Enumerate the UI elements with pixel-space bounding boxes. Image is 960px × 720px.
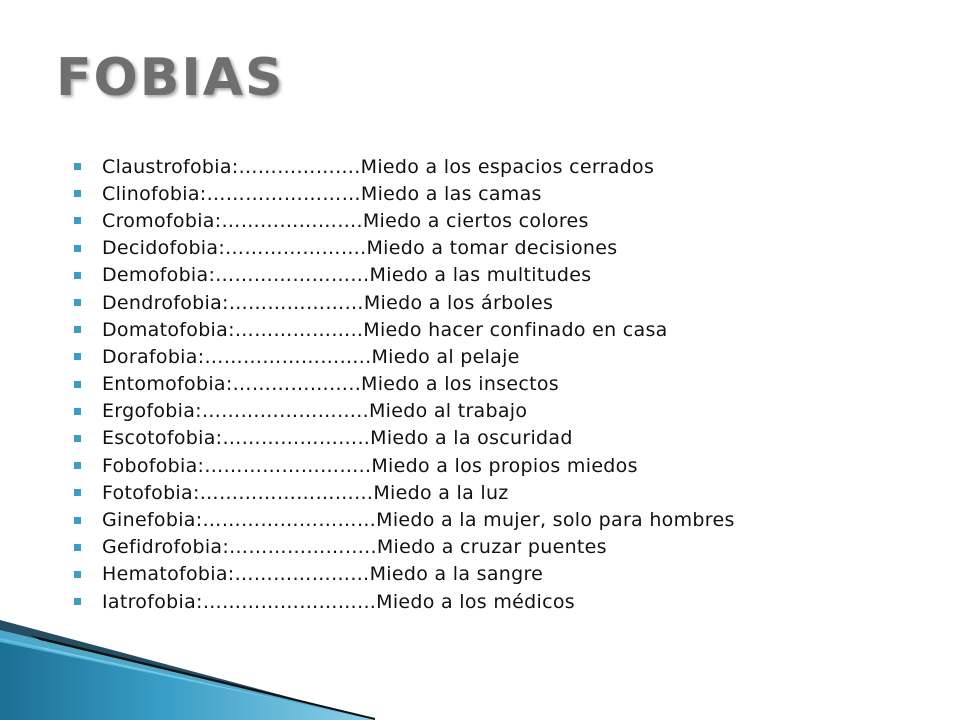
list-item-text: Domatofobia:………………..Miedo hacer confinado en casa (102, 318, 668, 341)
decorative-swoosh (0, 580, 420, 720)
list-item (74, 153, 735, 180)
square-bullet-icon (74, 517, 81, 524)
list-item-text: Fotofobia:………………………Miedo a la luz (102, 481, 509, 504)
square-bullet-icon (74, 217, 81, 224)
list-item-text: Entomofobia:………………..Miedo a los insectos (102, 373, 559, 396)
slide-title: FOBIAS (56, 48, 285, 108)
list-item-text: Claustrofobia:……………….Miedo a los espacios cerrados (102, 155, 655, 178)
square-bullet-icon (74, 163, 81, 170)
square-bullet-icon (74, 353, 81, 360)
list-item-text: Hematofobia:…………………Miedo a la sangre (102, 563, 544, 586)
list-item-text: Iatrofobia:……………………...Miedo a los médicos (102, 590, 575, 613)
square-bullet-icon (74, 462, 81, 469)
square-bullet-icon (74, 326, 81, 333)
square-bullet-icon (74, 408, 81, 415)
list-item (74, 262, 735, 289)
square-bullet-icon (74, 571, 81, 578)
list-item (74, 452, 735, 479)
square-bullet-icon (74, 272, 81, 279)
phobia-list (74, 153, 735, 615)
square-bullet-icon (74, 299, 81, 306)
list-item-text: Clinofobia:……………………Miedo a las camas (102, 182, 542, 205)
list-item (74, 506, 735, 533)
list-item (74, 207, 735, 234)
list-item (74, 316, 735, 343)
list-item-text: Ergofobia:……………………..Miedo al trabajo (102, 400, 528, 423)
list-item-text: Demofobia:……………………Miedo a las multitudes (102, 264, 592, 287)
square-bullet-icon (74, 544, 81, 551)
list-item (74, 371, 735, 398)
list-item (74, 398, 735, 425)
list-item (74, 425, 735, 452)
square-bullet-icon (74, 489, 81, 496)
list-item-text: Ginefobia:………………………Miedo a la mujer, solo para hombres (102, 509, 735, 532)
list-item (74, 235, 735, 262)
list-item-text: Gefidrofobia:…………………..Miedo a cruzar puentes (102, 536, 607, 559)
list-item (74, 479, 735, 506)
square-bullet-icon (74, 435, 81, 442)
list-item (74, 534, 735, 561)
list-item-text: Decidofobia:………………….Miedo a tomar decisiones (102, 237, 618, 260)
list-item-text: Dendrofobia:…………………Miedo a los árboles (102, 291, 554, 314)
list-item (74, 180, 735, 207)
list-item (74, 343, 735, 370)
list-item (74, 289, 735, 316)
square-bullet-icon (74, 381, 81, 388)
square-bullet-icon (74, 190, 81, 197)
list-item-text: Fobofobia:……………………..Miedo a los propios miedos (102, 454, 638, 477)
list-item-text: Dorafobia:……………………..Miedo al pelaje (102, 345, 520, 368)
list-item-text: Cromofobia:………………….Miedo a ciertos colores (102, 209, 589, 232)
list-item-text: Escotofobia:…………………..Miedo a la oscuridad (102, 427, 573, 450)
square-bullet-icon (74, 245, 81, 252)
